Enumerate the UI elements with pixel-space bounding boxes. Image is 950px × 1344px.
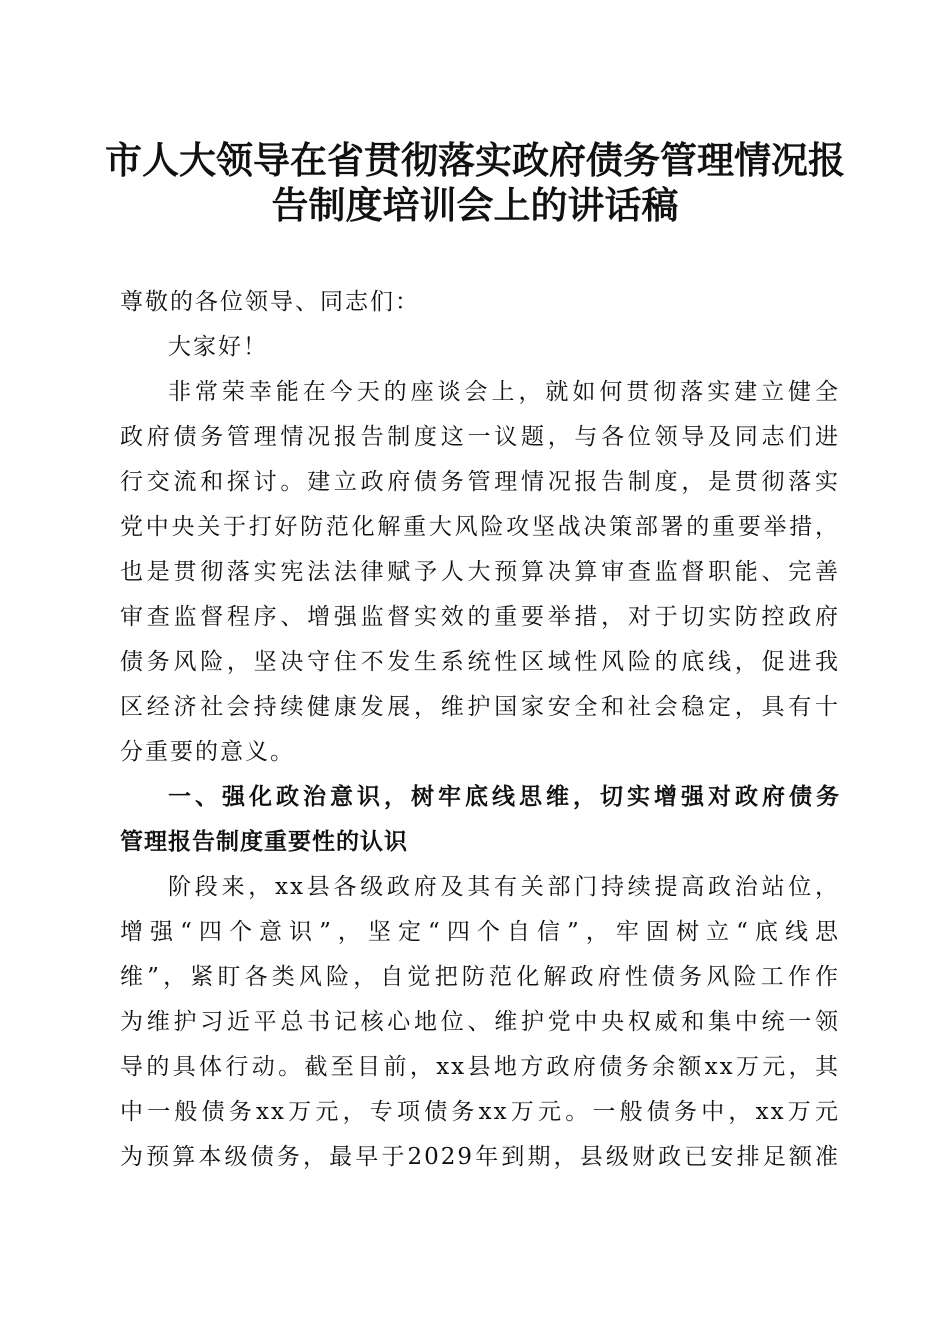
paragraph-line: 行交流和探讨。建立政府债务管理情况报告制度，是贯彻落实 xyxy=(120,469,840,495)
heading-line: 管理报告制度重要性的认识 xyxy=(120,829,408,855)
paragraph-1 xyxy=(120,370,840,775)
paragraph-line: 维”，紧盯各类风险，自觉把防范化解政府性债务风险工作作 xyxy=(120,964,840,990)
salutation: 尊敬的各位领导、同志们： xyxy=(120,289,420,315)
paragraph-line: 导的具体行动。截至目前，xx县地方政府债务余额xx万元，其 xyxy=(120,1054,840,1080)
paragraph-line: 非常荣幸能在今天的座谈会上，就如何贯彻落实建立健全 xyxy=(168,379,840,405)
document-title-line-2: 告制度培训会上的讲话稿 xyxy=(271,183,679,227)
paragraph-2 xyxy=(120,865,840,1180)
paragraph-line: 区经济社会持续健康发展，维护国家安全和社会稳定，具有十 xyxy=(120,694,840,720)
paragraph-line: 阶段来，xx县各级政府及其有关部门持续提高政治站位， xyxy=(168,874,840,900)
greeting: 大家好！ xyxy=(168,334,268,360)
paragraph-line: 债务风险，坚决守住不发生系统性区域性风险的底线，促进我 xyxy=(120,649,840,675)
paragraph-line: 也是贯彻落实宪法法律赋予人大预算决算审查监督职能、完善 xyxy=(120,559,840,585)
paragraph-line: 政府债务管理情况报告制度这一议题，与各位领导及同志们进 xyxy=(120,424,840,450)
paragraph-line: 中一般债务xx万元，专项债务xx万元。一般债务中，xx万元 xyxy=(120,1099,840,1125)
document-body xyxy=(120,280,840,1180)
paragraph-line: 党中央关于打好防范化解重大风险攻坚战决策部署的重要举措， xyxy=(120,514,840,540)
paragraph-line: 审查监督程序、增强监督实效的重要举措，对于切实防控政府 xyxy=(120,604,840,630)
document-title-line-1: 市人大领导在省贯彻落实政府债务管理情况报 xyxy=(105,138,845,182)
paragraph-line: 分重要的意义。 xyxy=(120,739,295,765)
paragraph-line: 增强“四个意识”，坚定“四个自信”，牢固树立“底线思 xyxy=(120,919,840,945)
paragraph-line: 为维护习近平总书记核心地位、维护党中央权威和集中统一领 xyxy=(120,1009,840,1035)
section-heading-1 xyxy=(120,775,840,865)
paragraph-line: 为预算本级债务，最早于2029年到期，县级财政已安排足额准 xyxy=(120,1144,840,1170)
heading-line: 一、强化政治意识，树牢底线思维，切实增强对政府债务 xyxy=(168,784,840,810)
